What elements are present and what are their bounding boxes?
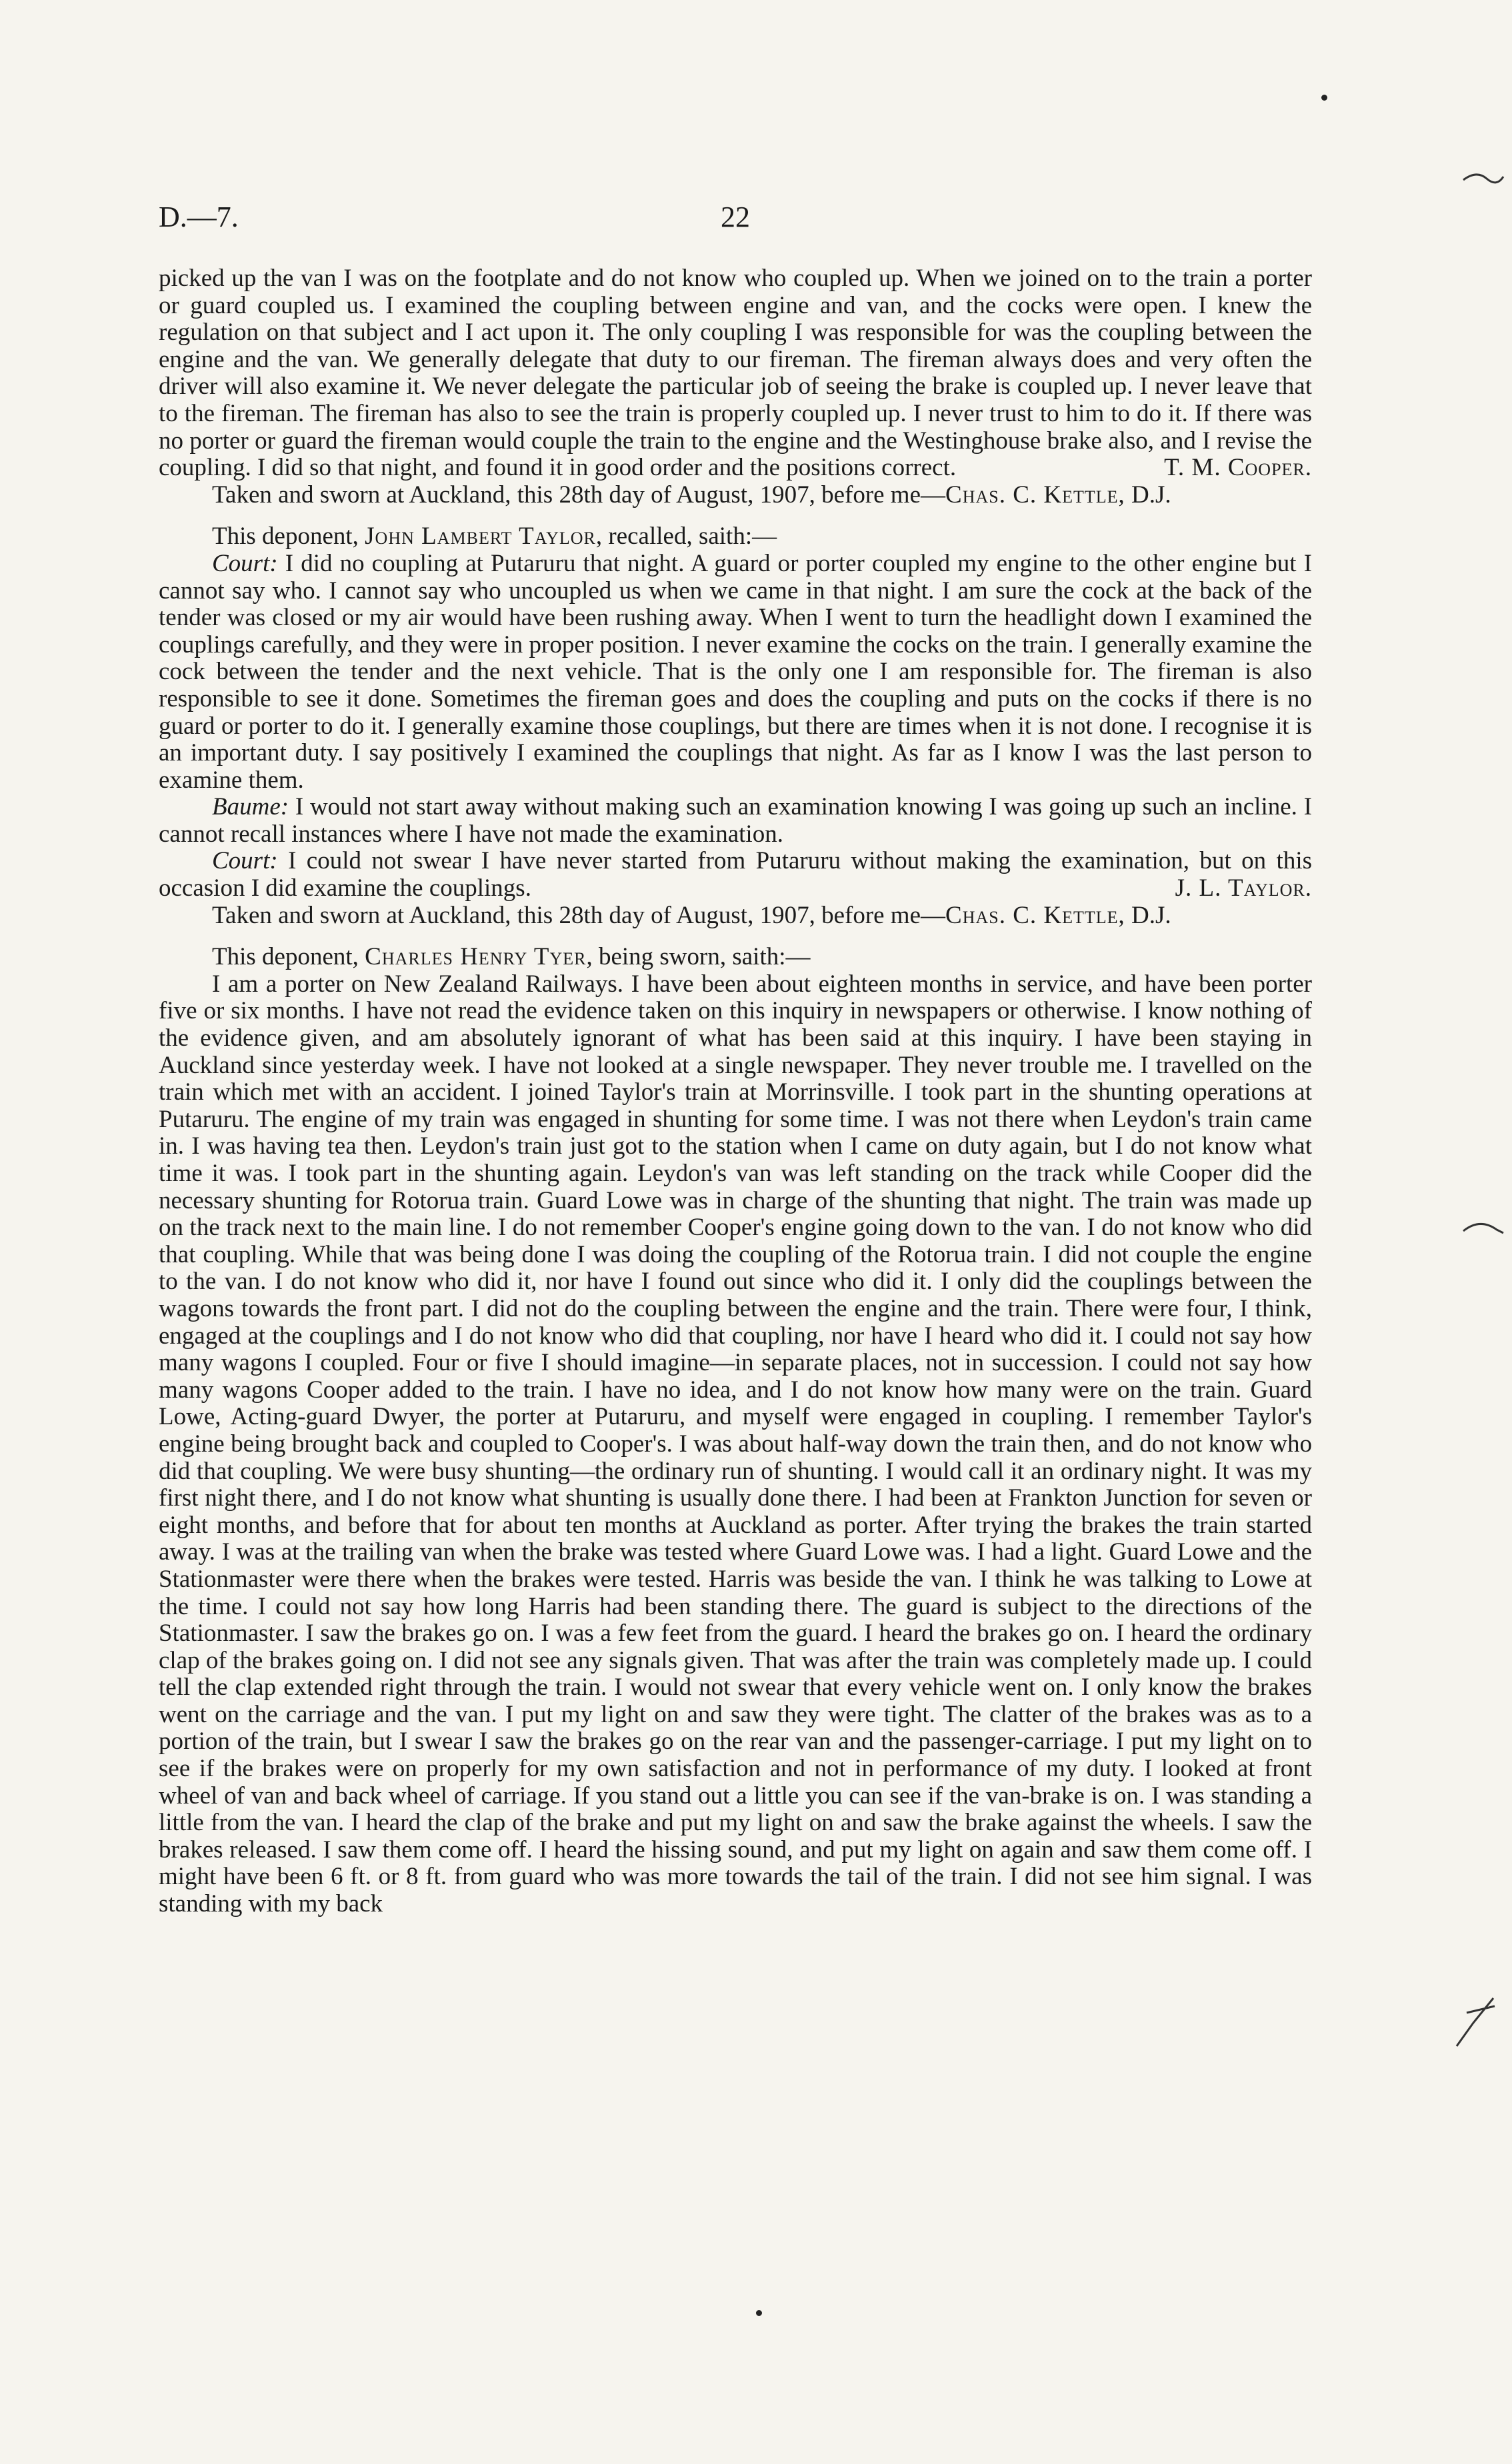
deponent-tyer: This deponent, Charles Henry Tyer, being sworn, saith:— (212, 943, 811, 971)
signature-taylor: J. L. Taylor. (1175, 874, 1312, 902)
deponent-taylor: This deponent, John Lambert Taylor, recalled, saith:— (212, 523, 777, 551)
sworn-statement-2: Taken and sworn at Auckland, this 28th day of August, 1907, before me—Chas. C. Kettle, D.J. (212, 901, 1171, 929)
margin-mark-lower (1447, 1993, 1500, 2053)
document-body (159, 265, 1312, 1918)
page-number: 22 (721, 201, 750, 233)
margin-mark-middle (1460, 1216, 1507, 1243)
margin-mark-top (1460, 167, 1507, 193)
signature-cooper: T. M. Cooper. (1164, 454, 1312, 482)
paragraph-cooper-evidence: picked up the van I was on the footplate and do not know who coupled up. When we joined on to the train a porter or guard coupled us. I examined the coupling between engine and van, and the cocks were open. I knew the regulation on that subject and I act upon it. The only coupling I was responsible for was the coupling between the engine and the van. We generally delegate that duty to our fireman. The fireman always does and very often the driver will also examine it. We never delegate the particular job of seeing the brake is coupled up. I never leave that to the fireman. The fireman has also to see the train is properly coupled up. I never trust to him to do it. If there was no porter or guard the fireman would couple the train to the engine and the Westinghouse brake also, and I revise the coupling. I did so that night, and found it in good order and the positions correct. T. M. Cooper. (159, 265, 1312, 482)
paragraph-tyer-evidence: I am a porter on New Zealand Railways. I have been about eighteen months in service, and have been porter five or six months. I have not read the evidence taken on this inquiry in newspapers or otherwise. I know nothing of the evidence given, and am absolutely ignorant of what has been said at this inquiry. I have been staying in Auckland since yesterday week. I have not looked at a single newspaper. They never trouble me. I travelled on the train which met with an accident. I joined Taylor's train at Morrinsville. I took part in the shunting operations at Putaruru. The engine of my train was engaged in shunting for some time. I was not there when Leydon's train came in. I was having tea then. Leydon's train just got to the station when I came on duty again, but I do not know what time it was. I took part in the shunting again. Leydon's van was left standing on the track while Cooper did the necessary shunting for Rotorua train. Guard Lowe was in charge of the shunting that night. The train was made up on the track next to the main line. I do not remember Cooper's engine going down to the van. I do not know who did that coupling. While that was being done I was doing the coupling of the Rotorua train. I did not couple the engine to the van. I do not know who did it, nor have I found out since who did it. I only did the couplings between the wagons towards the front part. I did not do the coupling between the engine and the train. There were four, I think, engaged at the couplings and I do not know who did that coupling, nor have I heard who did it. I could not say how many wagons I coupled. Four or five I should imagine—in separate places, not in succession. I could not say how many wagons Cooper added to the train. I have no idea, and I do not know how many were on the train. Guard Lowe, Acting-guard Dwyer, the porter at Putaruru, and myself were engaged in coupling. I remember Taylor's engine being brought back and coupled to Cooper's. I was about half-way down the train then, and do not know who did that coupling. We were busy shunting—the ordinary run of shunting. I would call it an ordinary night. It was my first night there, and I do not know what shunting is usually done there. I had been at Frankton Junction for seven or eight months, and before that for about ten months at Auckland as porter. After trying the brakes the train started away. I was at the trailing van when the brake was tested where Guard Lowe was. I had a light. Guard Lowe and the Stationmaster were there when the brakes were tested. Harris was beside the van. I think he was talking to Lowe at the time. I could not say how long Harris had been standing there. The guard is subject to the directions of the Stationmaster. I saw the brakes go on. I was a few feet from the guard. I heard the brakes go on. I heard the ordinary clap of the brakes going on. I did not see any signals given. That was after the train was completely made up. I could tell the clap extended right through the train. I would not swear that every vehicle went on. I only know the brakes went on the carriage and the van. I put my light on and saw they were tight. The clatter of the brakes was as to a portion of the train, but I swear I saw the brakes go on the rear van and the passenger-carriage. I put my light on to see if the brakes were on properly for my own satisfaction and not in performance of my duty. I looked at front wheel of van and back wheel of carriage. If you stand out a little you can see if the van-brake is on. I was standing a little from the van. I heard the clap of the brake and put my light on and saw the brake against the wheels. I saw the brakes released. I saw them come off. I heard the hissing sound, and put my light on again and saw them come off. I might have been 6 ft. or 8 ft. from guard who was more towards the tail of the train. I did not see him signal. I was standing with my back (159, 970, 1312, 1918)
scan-dot-top (1321, 95, 1327, 101)
paragraph-baume: Baume: I would not start away without making such an examination knowing I was going up such an incline. I cannot recall instances where I have not made the examination. (159, 793, 1312, 848)
page-header (159, 200, 1312, 240)
document-reference: D.—7. (159, 201, 239, 233)
paragraph-court-1: Court: I did no coupling at Putaruru that night. A guard or porter coupled my engine to the other engine but I cannot say who. I cannot say who uncoupled us when we came in that night. I am sure the cock at the back of the tender was closed or my air would have been rushing away. When I went to turn the headlight down I examined the couplings carefully, and they were in proper position. I never examine the cocks on the train. I generally examine the cock between the tender and the next vehicle. That is the only one I am responsible for. The fireman is also responsible to see it done. Sometimes the fireman goes and does the coupling and puts on the cocks if there is no guard or porter to do it. I generally examine those couplings, but there are times when it is not done. I recognise it is an important duty. I say positively I examined the couplings that night. As far as I know I was the last person to examine them. (159, 549, 1312, 794)
scan-dot-bottom (756, 2310, 762, 2316)
sworn-statement-1: Taken and sworn at Auckland, this 28th day of August, 1907, before me—Chas. C. Kettle, D.J. (212, 481, 1171, 509)
paragraph-court-2: Court: I could not swear I have never started from Putaruru without making the examination, but on this occasion I did examine the couplings. J. L. Taylor. (159, 847, 1312, 902)
